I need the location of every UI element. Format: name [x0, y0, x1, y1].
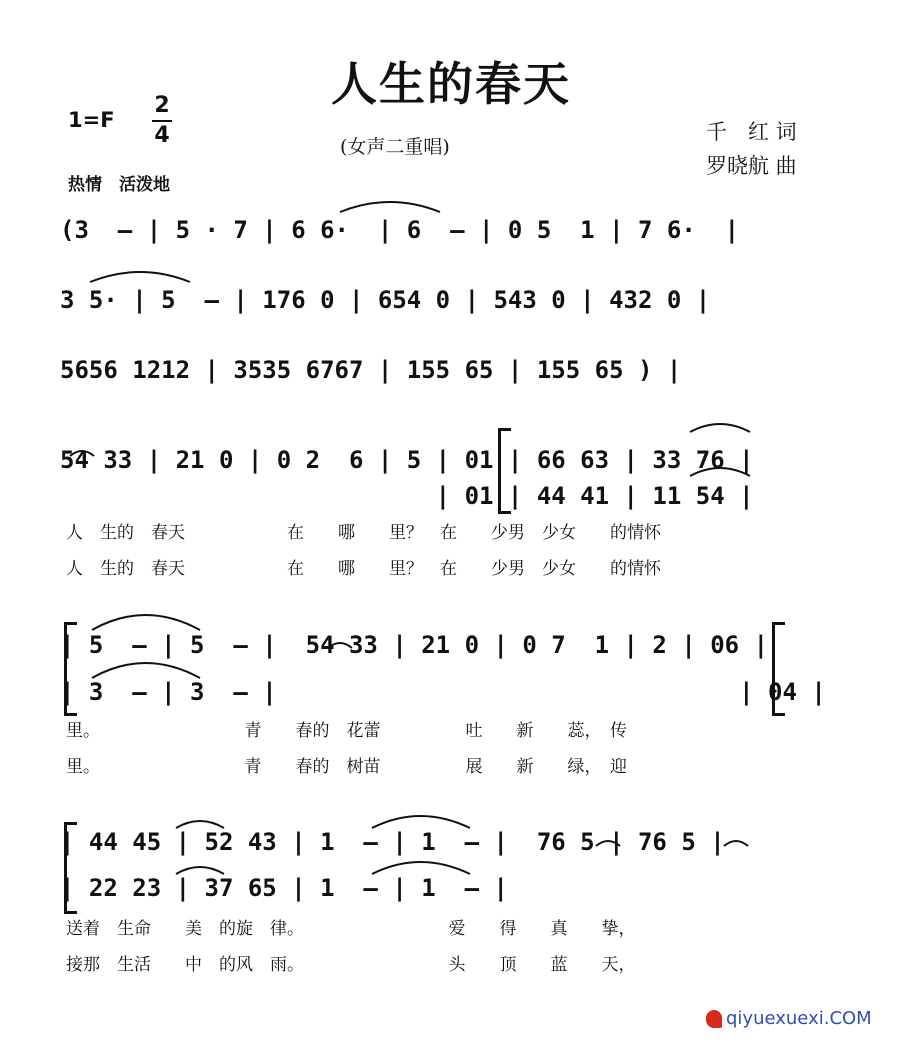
- lyric-line-1: 人 生的 春天 在 哪 里？ 在 少男 少女 的情怀: [66, 523, 661, 543]
- composer-credit: 罗晓航 曲: [706, 154, 797, 178]
- music-line-5-voice-2: | 3 – | 3 – | | 04 |: [60, 678, 826, 706]
- site-logo-icon: [706, 1010, 722, 1028]
- song-title: 人生的春天: [331, 57, 571, 111]
- voice-bracket: [772, 622, 785, 716]
- voice-bracket: [498, 428, 511, 514]
- lyric-line-6: 接那 生活 中 的风 雨。 头 顶 蓝 天，: [66, 955, 636, 975]
- meter-bottom: 4: [154, 123, 170, 148]
- lyric-line-5: 送着 生命 美 的旋 律。 爱 得 真 挚，: [66, 919, 636, 939]
- music-line-4-voice-2: | 01 | 44 41 | 11 54 |: [60, 482, 754, 510]
- lyric-line-4: 里。 青 春的 树苗 展 新 绿， 迎: [66, 757, 627, 777]
- music-line-6-voice-1: | 44 45 | 52 43 | 1 – | 1 – | 76 5 | 76 5 |: [60, 828, 725, 856]
- lyric-line-2: 人 生的 春天 在 哪 里？ 在 少男 少女 的情怀: [66, 559, 661, 579]
- meter-top: 2: [154, 93, 170, 118]
- lyric-line-3: 里。 青 春的 花蕾 吐 新 蕊， 传: [66, 721, 627, 741]
- music-line-6-voice-2: | 22 23 | 37 65 | 1 – | 1 – |: [60, 874, 508, 902]
- music-line-1: (3 – | 5 · 7 | 6 6· | 6 – | 0 5 1 | 7 6· |: [60, 216, 740, 244]
- music-line-5-voice-1: | 5 – | 5 – | 54 33 | 21 0 | 0 7 1 | 2 | 06 |: [60, 631, 769, 659]
- watermark-text: qiyuexuexi.COM: [726, 1008, 872, 1029]
- tie-arc: [690, 424, 750, 432]
- music-line-3: 5656 1212 | 3535 6767 | 155 65 | 155 65 ) |: [60, 356, 682, 384]
- key-signature: 1=F: [68, 108, 115, 132]
- site-watermark: [706, 1008, 872, 1029]
- lyricist-credit: 千 红 词: [706, 120, 797, 144]
- tempo-marking: 热情 活泼地: [68, 175, 170, 195]
- voice-bracket: [64, 822, 77, 914]
- music-line-2: 3 5· | 5 – | 176 0 | 654 0 | 543 0 | 432 0 |: [60, 286, 711, 314]
- music-line-4-voice-1: 54 33 | 21 0 | 0 2 6 | 5 | 01 | 66 63 | 33 76 |: [60, 446, 754, 474]
- subtitle: (女声二重唱): [340, 136, 450, 158]
- voice-bracket: [64, 622, 77, 716]
- time-signature: [150, 92, 174, 150]
